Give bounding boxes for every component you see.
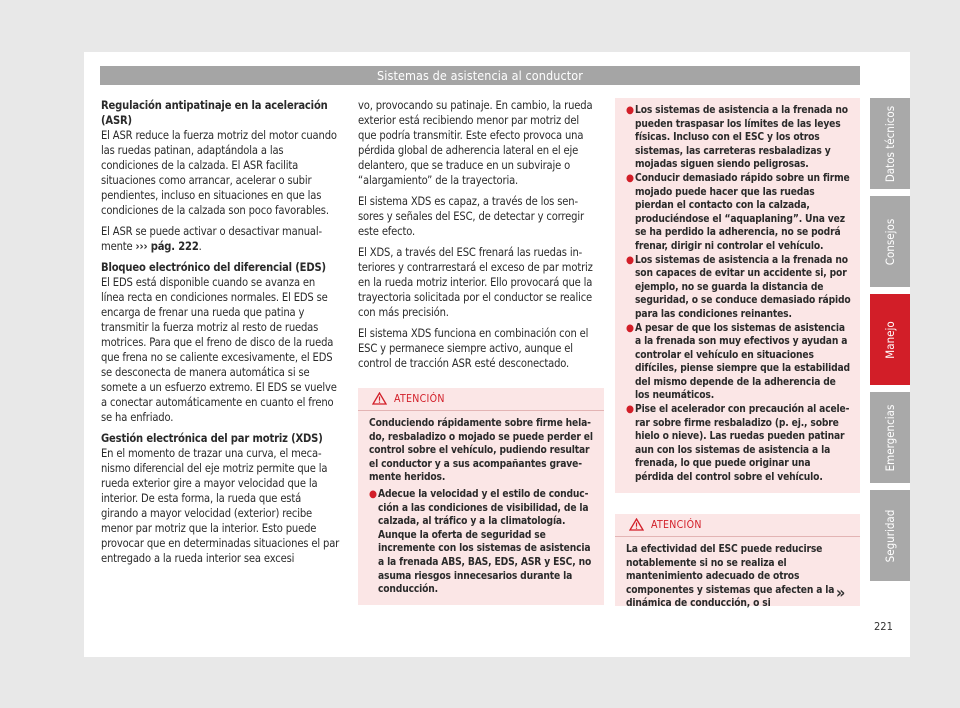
- bullet-text: Adecue la velocidad y el estilo de conducción a las condiciones de visibilidad, de la calzada, al tráfico y a la climatología. Aunque la oferta de seguridad se incremente con los sistemas de asistencia a la frenada ABS, BAS, EDS, ASR y ESC, no asuma riesgos innecesarios durante la conducción.: [378, 488, 592, 596]
- tab-label: Seguridad: [883, 509, 897, 562]
- warning-bullet: [626, 172, 851, 254]
- tab-seguridad[interactable]: [870, 490, 910, 581]
- paragraph-xds-3: El XDS, a través del ESC frenará las ruedas interiores y contrarrestará el exceso de par motriz en la rueda motriz interior. Ello provocará que la trayectoria solicitada por el conductor se realice con más precisión.: [358, 246, 593, 319]
- bullet-text: Conducir demasiado rápido sobre un firme mojado puede hacer que las ruedas pierdan el contacto con la calzada, produciéndose el “aquaplaning”. Una vez se ha perdido la adherencia, no se podrá frenar, dirigir ni controlar el vehículo.: [635, 172, 850, 252]
- bullet-icon: ●: [369, 488, 377, 500]
- bullet-text: A pesar de que los sistemas de asistencia a la frenada son muy efectivos y ayudan a controlar el vehículo en situaciones difíciles, piense siempre que la estabilidad del mismo depende de la adherencia de los neumáticos.: [635, 322, 850, 402]
- warning-triangle-icon: [629, 518, 644, 531]
- tab-consejos[interactable]: [870, 196, 910, 287]
- asr-text-end: .: [198, 240, 202, 253]
- bullet-text: Los sistemas de asistencia a la frenada no pueden traspasar los límites de las leyes físicas. Incluso con el ESC y los otros sistemas, las carreteras resbaladizas y mojadas siguen siendo peligrosas.: [635, 105, 848, 171]
- paragraph-asr-1: El ASR reduce la fuerza motriz del motor cuando las ruedas patinan, adaptándola a las condiciones de la calzada. El ASR facilita situaciones como arrancar, acelerar o subir pendientes, incluso en situaciones en que las condiciones de la calzada son poco favorables.: [101, 129, 337, 217]
- tab-datos-tecnicos[interactable]: [870, 98, 910, 189]
- tab-label: Datos técnicos: [883, 105, 897, 182]
- warning-box-1: [358, 388, 604, 605]
- paragraph-xds-4: El sistema XDS funciona en combinación con el ESC y permanece siempre activo, aunque el control de tracción ASR esté desconectado.: [358, 327, 589, 370]
- section-header: Sistemas de asistencia al conductor: [100, 66, 860, 85]
- page-number: 221: [874, 620, 893, 633]
- column-2: [358, 98, 600, 377]
- continued-arrow-icon: »: [836, 583, 844, 602]
- bullet-text: Los sistemas de asistencia a la frenada no son capaces de evitar un accidente si, por ejemplo, no se guarda la distancia de seguridad, o se conduce demasiado rápido para las condiciones reinantes.: [635, 254, 851, 320]
- warning-header: [358, 388, 604, 411]
- bullet-icon: ●: [626, 172, 634, 184]
- bullet-icon: ●: [626, 404, 634, 416]
- warning-box-2: [615, 514, 860, 610]
- warning-label: ATENCIÓN: [651, 519, 702, 531]
- warning-bullet: [626, 104, 851, 172]
- tab-emergencias[interactable]: [870, 392, 910, 483]
- page-reference-link[interactable]: ››› pág. 222: [135, 240, 199, 253]
- bullet-icon: ●: [626, 322, 634, 334]
- warning-bullet: [626, 254, 851, 322]
- paragraph-asr-2: [101, 224, 341, 254]
- tab-label: Manejo: [883, 320, 897, 359]
- warning-body: [358, 411, 604, 605]
- warning-bullet: [626, 403, 851, 485]
- warning-bullet: [626, 322, 851, 404]
- warning-header: [615, 514, 860, 537]
- paragraph-eds: El EDS está disponible cuando se avanza en línea recta en condiciones normales. El EDS se encarga de frenar una rueda que patina y transmitir la fuerza motriz al resto de ruedas motrices. Para que el freno de disco de la rueda que frena no se caliente excesivamente, el EDS se desconecta de manera automática si se somete a un esfuerzo extremo. El EDS se vuelve a conectar automáticamente en cuanto el freno se ha enfriado.: [101, 276, 337, 424]
- warning-text: La efectividad del ESC puede reducirse notablemente si no se realiza el mantenimiento adecuado de otros componentes y sistemas que afecten a la dinámica de conducción, o si: [626, 544, 835, 610]
- warning-triangle-icon: [372, 392, 387, 405]
- warning-box-continued: [615, 98, 860, 493]
- warning-label: ATENCIÓN: [394, 393, 445, 405]
- bullet-icon: ●: [626, 254, 634, 266]
- warning-body: [615, 537, 860, 622]
- bullet-text: Pise el acelerador con precaución al acelerar sobre firme resbaladizo (p. ej., sobre hielo o nieve). Las ruedas pueden patinar aun con los sistemas de asistencia a la frenada, lo que puede originar una pérdida del control sobre el vehículo.: [635, 404, 850, 484]
- column-1: [101, 98, 341, 572]
- warning-intro: Conduciendo rápidamente sobre firme helado, resbaladizo o mojado se puede perder el control sobre el vehículo, pudiendo resultar el conductor y a sus acompañantes gravemente heridos.: [369, 418, 593, 484]
- paragraph-xds: En el momento de trazar una curva, el mecanismo diferencial del eje motriz permite que la rueda exterior gire a mayor velocidad que la interior. De esta forma, la rueda que está girando a mayor velocidad (exterior) recibe menor par motriz que la interior. Esto puede provocar que en determinadas situaciones el par entregado a la rueda interior sea excesi: [101, 447, 340, 565]
- warning-continued-body: [615, 98, 860, 493]
- paragraph-xds-cont: vo, provocando su patinaje. En cambio, la rueda exterior está recibiendo menor par motriz del que podría transmitir. Este efecto provoca una pérdida global de adherencia lateral en el eje delantero, que se traduce en un subviraje o “alargamiento” de la trayectoria.: [358, 99, 593, 187]
- heading-asr: Regulación antipatinaje en la aceleración (ASR): [101, 99, 328, 127]
- tab-label: Emergencias: [883, 404, 897, 471]
- heading-xds: Gestión electrónica del par motriz (XDS): [101, 432, 323, 445]
- warning-bullet: [369, 488, 594, 597]
- bullet-icon: ●: [626, 105, 634, 116]
- tab-manejo[interactable]: [870, 294, 910, 385]
- paragraph-xds-2: El sistema XDS es capaz, a través de los sensores y señales del ESC, de detectar y corregir este efecto.: [358, 195, 584, 238]
- tab-label: Consejos: [883, 218, 897, 265]
- asr-text: El ASR se puede activar o desactivar manualmente: [101, 225, 323, 253]
- heading-eds: Bloqueo electrónico del diferencial (EDS): [101, 261, 326, 274]
